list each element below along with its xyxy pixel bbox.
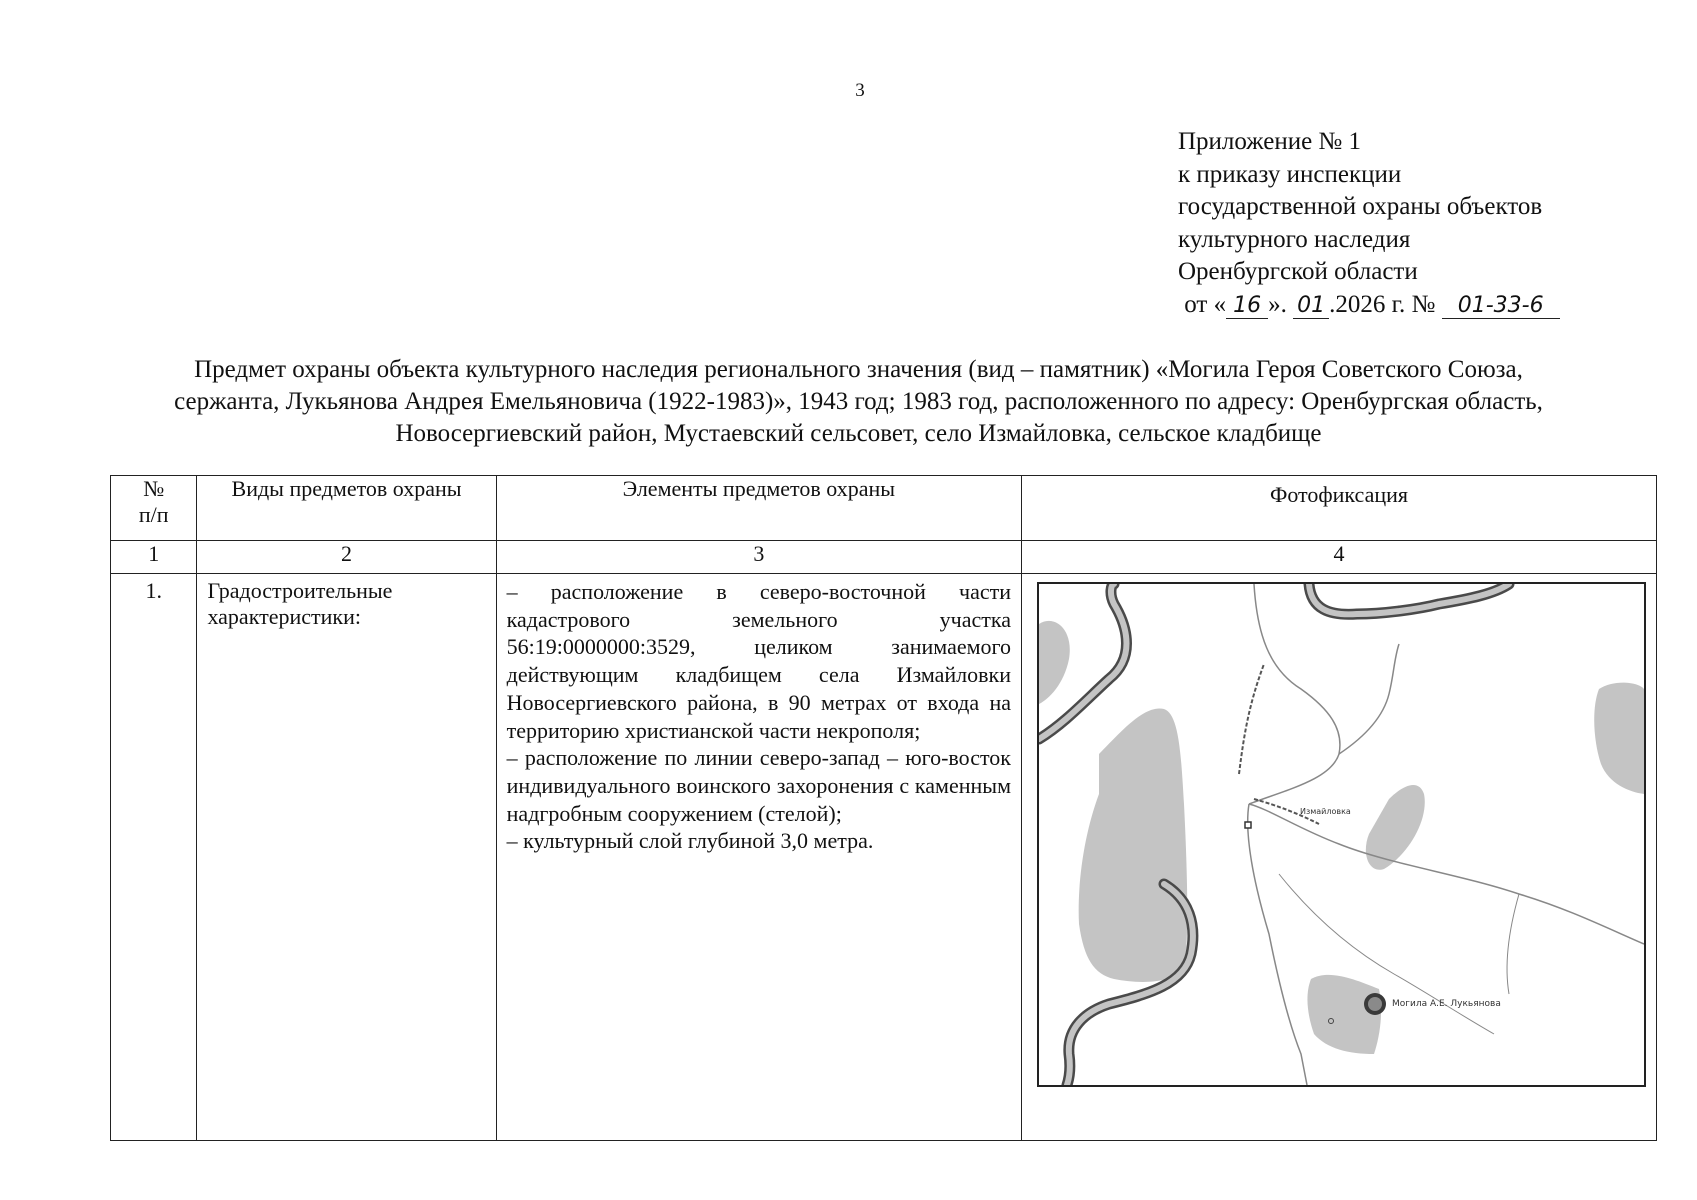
column-number: 3 (496, 541, 1021, 574)
page-number: 3 (855, 80, 865, 101)
header-photo: Фотофиксация (1022, 476, 1657, 541)
table-row (111, 574, 1657, 1141)
map-road (1249, 584, 1340, 804)
map-label-village: Измайловка (1300, 807, 1351, 816)
header-num-line: № (143, 476, 165, 501)
row-elements (496, 574, 1021, 1141)
column-number: 4 (1022, 541, 1657, 574)
row-kind: Градостроительные характеристики: (197, 574, 496, 1141)
appendix-date-line (1178, 289, 1560, 322)
map-area (1039, 621, 1070, 704)
date-mid: ». (1268, 290, 1287, 318)
map-road (1249, 804, 1644, 944)
title-line: сержанта, Лукьянова Андрея Емельяновича (1922-1983)», 1943 год; 1983 год, расположенного по адресу: Оренбургская область, (174, 388, 1543, 415)
header-num-line: п/п (138, 502, 169, 527)
date-month-handwritten: 01 (1293, 294, 1329, 319)
header-kinds: Виды предметов охраны (197, 476, 496, 541)
date-prefix: от « (1184, 290, 1227, 318)
date-year: .2026 г. № (1329, 290, 1436, 318)
appendix-line: Оренбургской области (1178, 258, 1418, 285)
map-road (1248, 804, 1307, 1085)
order-number-handwritten: 01-33-6 (1442, 294, 1560, 319)
column-number: 2 (197, 541, 496, 574)
element-item: – расположение по линии северо-запад – юго-восток индивидуального воинского захоронения с каменным надгробным сооружением (стелой); (506, 745, 1011, 826)
map-drawing (1039, 584, 1644, 1085)
element-item: – расположение в северо-восточной части кадастрового земельного участка 56:19:0000000:3529, целиком занимаемого действующим кладбищем села Измайловки Новосергиевского района, в 90 метрах от входа на территорию христианской части некрополя; (506, 579, 1011, 743)
table-header-row (111, 476, 1657, 541)
date-day-handwritten: 16 (1226, 294, 1268, 319)
title-line: Новосергиевский район, Мустаевский сельсовет, село Измайловка, сельское кладбище (395, 420, 1322, 447)
appendix-block (1178, 126, 1560, 321)
appendix-line: к приказу инспекции (1178, 160, 1402, 188)
map-label-grave: Могила А.Е. Лукьянова (1392, 999, 1501, 1009)
map-area (1594, 683, 1644, 794)
grave-marker-inner (1368, 997, 1382, 1011)
header-num (111, 476, 197, 541)
column-number-row (111, 541, 1657, 574)
map-road (1239, 664, 1264, 774)
appendix-line: культурного наследия (1178, 225, 1411, 253)
photo-cell (1022, 574, 1657, 1141)
row-number: 1. (111, 574, 197, 1141)
appendix-line: Приложение № 1 (1178, 128, 1362, 155)
map-road (1507, 894, 1519, 994)
map-area (1366, 785, 1425, 870)
element-item: – культурный слой глубиной 3,0 метра. (506, 828, 874, 854)
document-title (60, 354, 1657, 450)
location-map (1037, 582, 1646, 1087)
map-area (1307, 975, 1381, 1054)
village-marker (1245, 822, 1251, 828)
column-number: 1 (111, 541, 197, 574)
map-area (1079, 708, 1188, 982)
map-road (1339, 644, 1399, 754)
title-line: Предмет охраны объекта культурного наследия регионального значения (вид – памятник) «Могила Героя Советского Союза, (194, 356, 1523, 383)
header-elements: Элементы предметов охраны (496, 476, 1021, 541)
protection-table (110, 475, 1657, 1141)
appendix-line: государственной охраны объектов (1178, 193, 1543, 220)
